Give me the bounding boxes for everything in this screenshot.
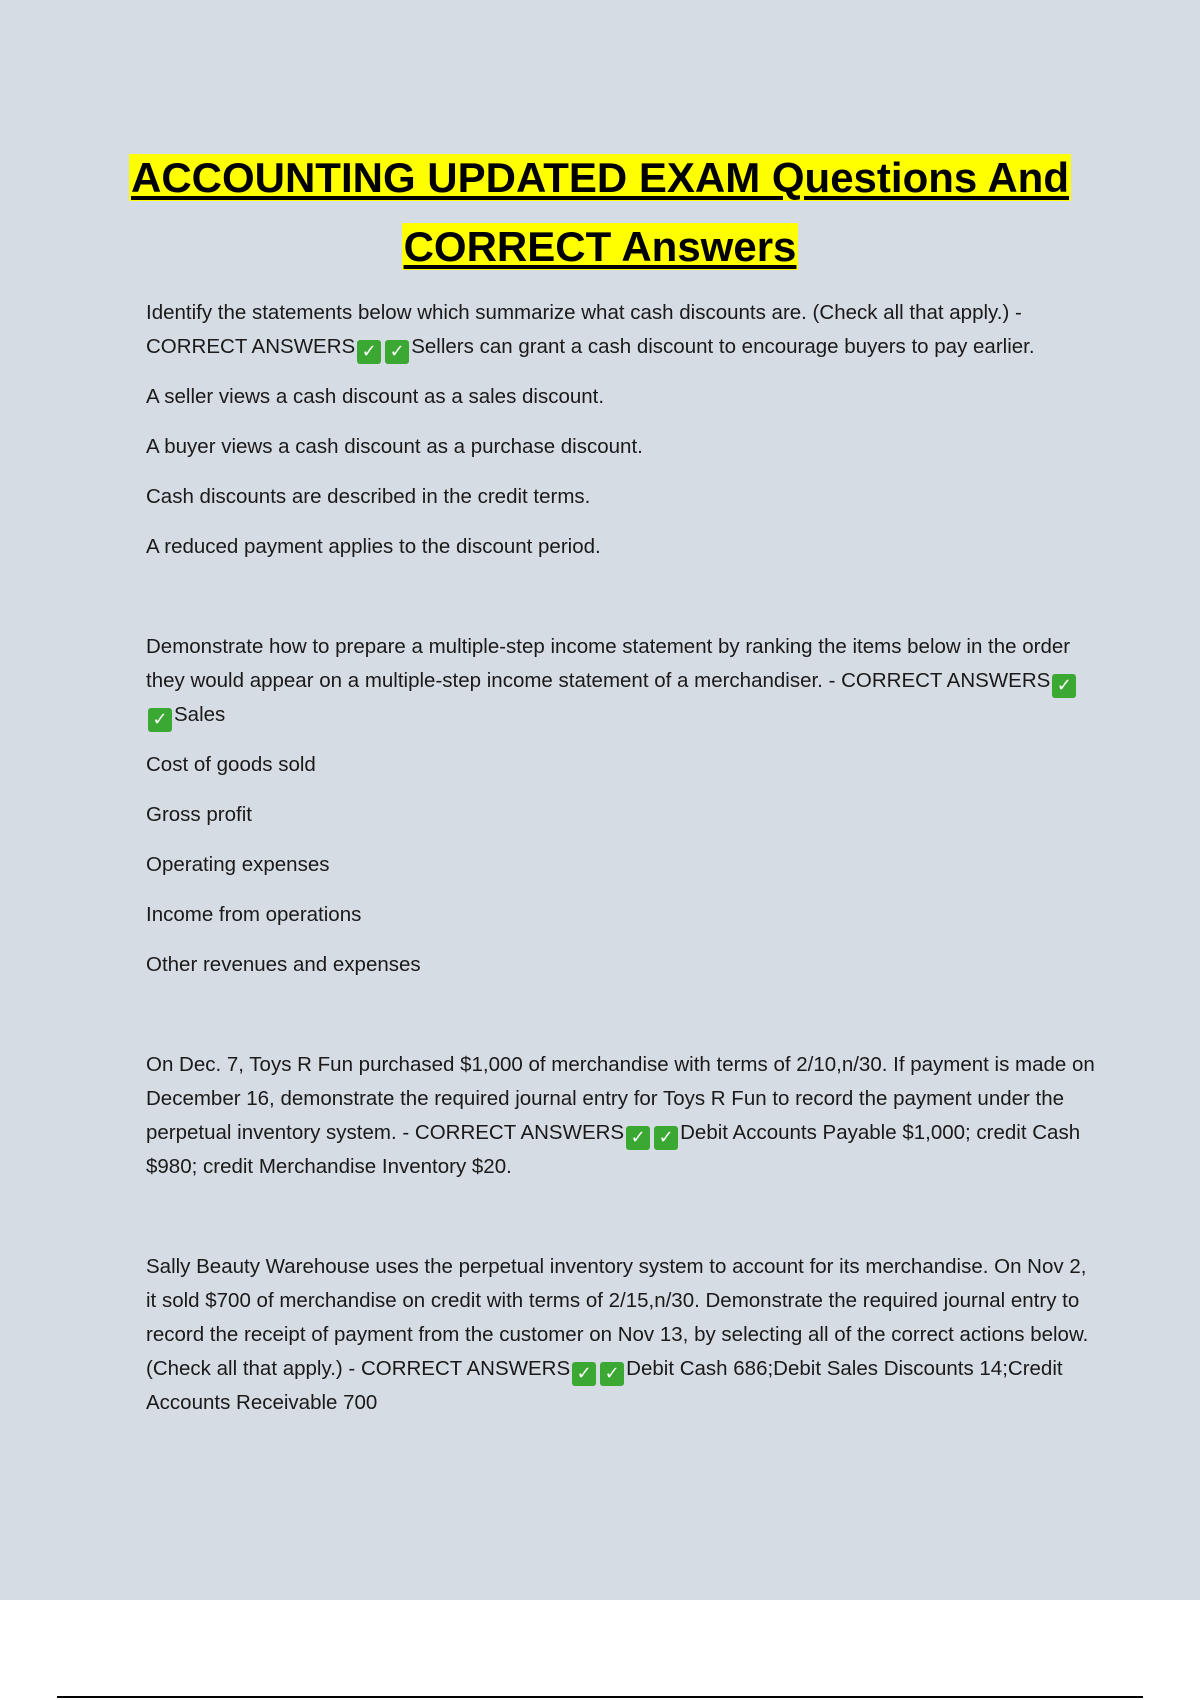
question-4	[146, 1250, 1096, 1420]
answer-item: Gross profit	[146, 803, 252, 826]
title-line-1: ACCOUNTING UPDATED EXAM Questions And	[130, 154, 1069, 201]
title-line-2: CORRECT Answers	[403, 223, 797, 270]
answer-item: A seller views a cash discount as a sales discount.	[146, 385, 605, 408]
question-3	[146, 1048, 1096, 1184]
check-mark-icon: ✓	[654, 1126, 678, 1150]
check-mark-icon: ✓	[572, 1362, 596, 1386]
document-body	[146, 296, 1096, 1420]
check-mark-icon: ✓	[385, 340, 409, 364]
question-3-answer: Debit Accounts Payable $1,000; credit Cash $980; credit Merchandise Inventory $20.	[146, 1121, 1081, 1178]
check-mark-icon: ✓	[357, 340, 381, 364]
question-2	[146, 630, 1096, 732]
answer-item: A reduced payment applies to the discount period.	[146, 535, 601, 558]
answer-item: Income from operations	[146, 903, 362, 926]
answer-item: Cash discounts are described in the credit terms.	[146, 485, 591, 508]
question-2-text: Demonstrate how to prepare a multiple-step income statement by ranking the items below in the order they would appear on a multiple-step income statement of a merchandiser. - CORRECT ANSWERS	[146, 635, 1071, 692]
check-mark-icon: ✓	[148, 708, 172, 732]
answer-item: Operating expenses	[146, 853, 330, 876]
question-4-text: Sally Beauty Warehouse uses the perpetual inventory system to account for its merchandise. On Nov 2, it sold $700 of merchandise on credit with terms of 2/15,n/30. Demonstrate the required journal entry to record the receipt of payment from the customer on Nov 13, by selecting all of the correct actions below. (Check all that apply.) - CORRECT ANSWERS	[146, 1255, 1089, 1380]
question-1	[146, 296, 1096, 364]
answer-item: Cost of goods sold	[146, 753, 316, 776]
answer-item: Other revenues and expenses	[146, 953, 421, 976]
question-1-answer: Sellers can grant a cash discount to encourage buyers to pay earlier.	[411, 335, 1035, 358]
question-2-answer: Sales	[174, 703, 226, 726]
footer-divider	[57, 1696, 1143, 1698]
check-mark-icon: ✓	[1052, 674, 1076, 698]
document-title	[0, 143, 1200, 281]
check-mark-icon: ✓	[626, 1126, 650, 1150]
answer-item: A buyer views a cash discount as a purchase discount.	[146, 435, 643, 458]
question-1-text: Identify the statements below which summarize what cash discounts are. (Check all that apply.) - CORRECT ANSWERS	[146, 301, 1022, 358]
question-4-answer: Debit Cash 686;Debit Sales Discounts 14;Credit Accounts Receivable 700	[146, 1357, 1063, 1414]
question-3-text: On Dec. 7, Toys R Fun purchased $1,000 of merchandise with terms of 2/10,n/30. If payment is made on December 16, demonstrate the required journal entry for Toys R Fun to record the payment under the perpetual inventory system. - CORRECT ANSWERS	[146, 1053, 1095, 1144]
check-mark-icon: ✓	[600, 1362, 624, 1386]
